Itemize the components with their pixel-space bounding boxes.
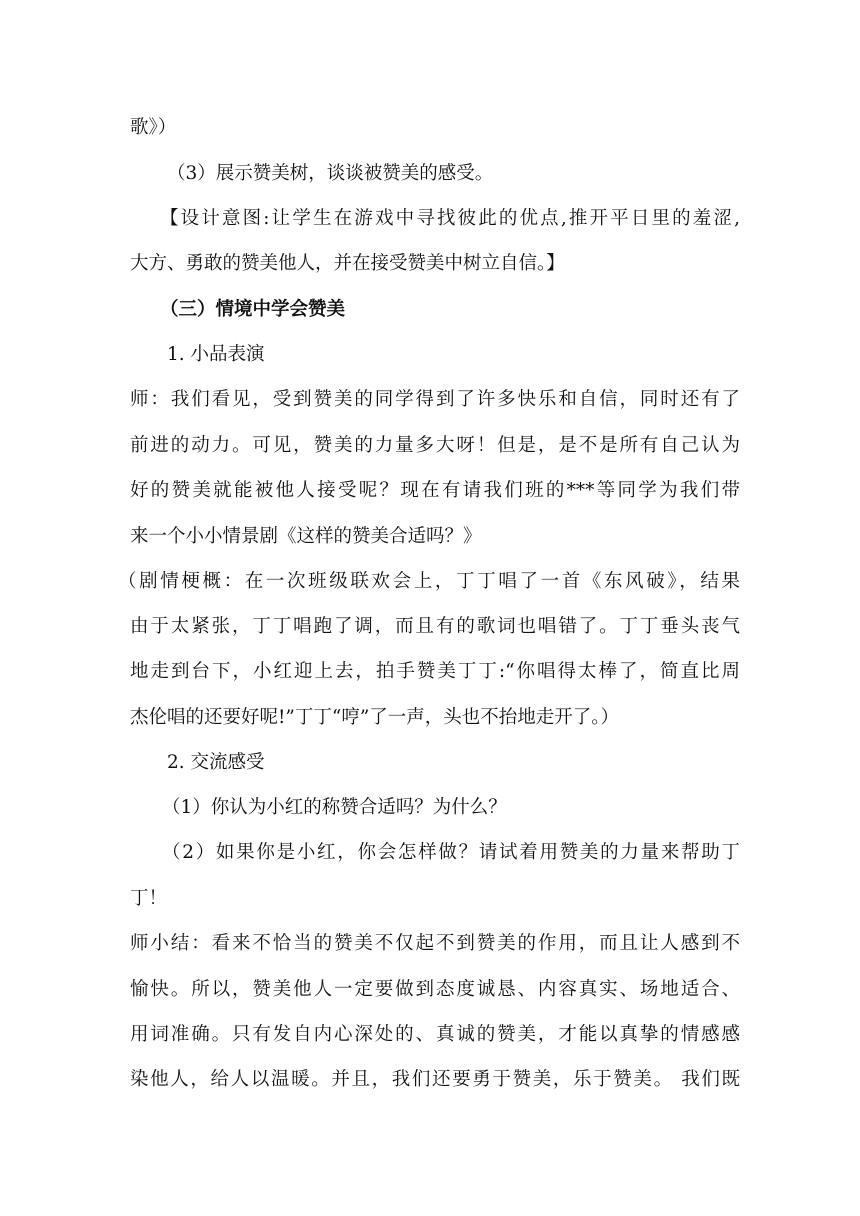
section-heading: （三）情境中学会赞美: [160, 299, 346, 320]
text-line: 歌》）: [130, 117, 177, 138]
subsection-heading: 1. 小品表演: [167, 344, 265, 365]
text-line: 来一个小小情景剧《这样的赞美合适吗？》: [130, 526, 482, 547]
text-line: 好的赞美就能被他人接受呢？现在有请我们班的***等同学为我们带: [130, 480, 740, 501]
question-line: （1）你认为小红的称赞合适吗？为什么？: [162, 797, 507, 818]
design-intent-line: 【设计意图:让学生在游戏中寻找彼此的优点,推开平日里的羞涩,: [160, 208, 740, 229]
summary-line: 师小结：看来不恰当的赞美不仅起不到赞美的作用，而且让人感到不: [130, 933, 740, 954]
text-line: （3）展示赞美树，谈谈被赞美的感受。: [167, 163, 494, 184]
summary-line: 愉快。所以，赞美他人一定要做到态度诚恳、内容真实、场地适合、: [130, 979, 740, 1000]
summary-line: 染他人，给人以温暖。并且，我们还要勇于赞美，乐于赞美。 我们既: [130, 1069, 740, 1090]
subsection-heading: 2. 交流感受: [167, 752, 265, 773]
text-line: 前进的动力。可见，赞美的力量多大呀！但是，是不是所有自己认为: [130, 435, 740, 456]
design-intent-line: 大方、勇敢的赞美他人，并在接受赞美中树立自信。】: [130, 253, 565, 274]
summary-line: 用词准确。只有发自内心深处的、真诚的赞美，才能以真挚的情感感: [130, 1024, 740, 1045]
plot-summary-line: 由于太紧张，丁丁唱跑了调，而且有的歌词也唱错了。丁丁垂头丧气: [130, 616, 740, 637]
plot-summary-line: 杰伦唱的还要好呢!”丁丁“哼”了一声，头也不抬地走开了。）: [130, 707, 620, 728]
question-line: （2）如果你是小红，你会怎样做？请试着用赞美的力量来帮助丁: [162, 842, 740, 863]
plot-summary-line: （剧情梗概：在一次班级联欢会上，丁丁唱了一首《东风破》，结果: [118, 571, 740, 592]
plot-summary-line: 地走到台下，小红迎上去，拍手赞美丁丁:“你唱得太棒了，简直比周: [130, 661, 740, 682]
question-line: 丁！: [130, 888, 168, 909]
text-line: 师：我们看见，受到赞美的同学得到了许多快乐和自信，同时还有了: [130, 389, 740, 410]
